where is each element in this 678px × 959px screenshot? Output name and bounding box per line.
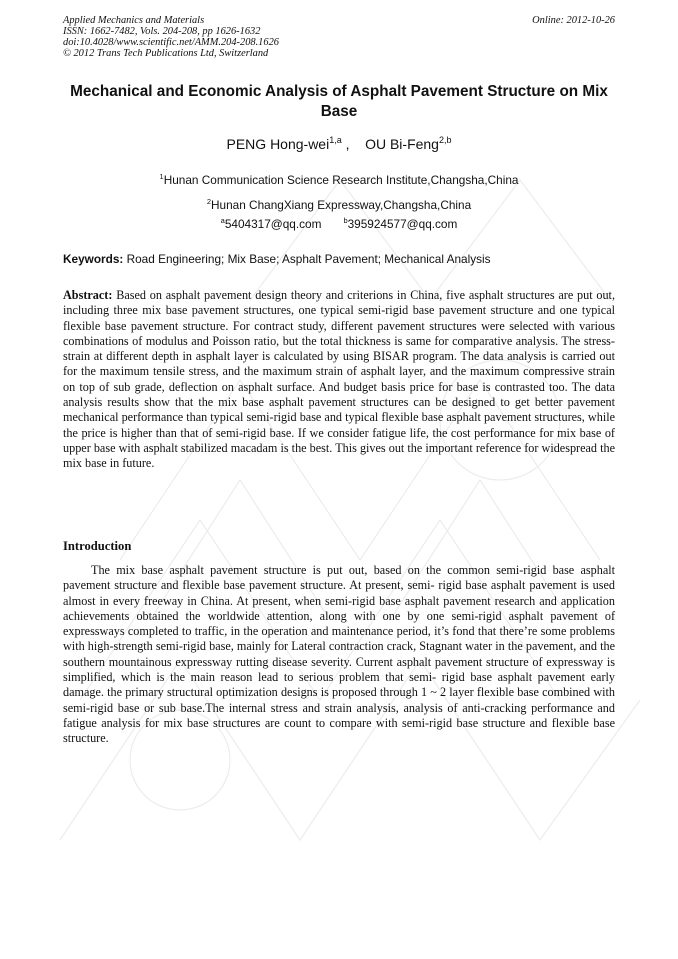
author-superscript: 1,a bbox=[329, 135, 342, 145]
abstract-text: Based on asphalt pavement design theory and criterions in China, five asphalt structures are put out, including three mix base pavement structures, one typical semi-rigid base pavement structure and one typical flexible base pavement structure. For contract study, different pavement structures were selected with various combinations of modulus and Poisson ratio, but the total thickness is same for comparative analysis. The stress-strain at different depth in asphalt layer is calculated by using BISAR program. The data analysis is carried out for the maximum tensile stress, and the maximum strain of asphalt layer, and the maximum compressive strain on top of sub grade, deflection on asphalt surface. And budget basis price for base is contrasted too. The data analysis results show that the mix base asphalt pavement structures can be designed to get better pavement mechanical performance than typical semi-rigid base and typical flexible base asphalt pavement structures, while the price is higher than that of semi-rigid base. If we consider fatigue life, the cost performance for mix base of upper base with asphalt stabilized macadam is the best. This gives out the important reference for widespread the mix base in future. bbox=[63, 288, 615, 471]
email-superscript: b bbox=[343, 216, 348, 225]
keywords-text: Road Engineering; Mix Base; Asphalt Pavement; Mechanical Analysis bbox=[123, 252, 491, 266]
affiliation-superscript: 1 bbox=[159, 172, 164, 181]
author-superscript: 2,b bbox=[438, 135, 452, 145]
copyright-line: © 2012 Trans Tech Publications Ltd, Switzerland bbox=[63, 48, 269, 59]
affiliation-text: Hunan ChangXiang Expressway,Changsha,China bbox=[211, 198, 472, 212]
section-heading: Introduction bbox=[63, 539, 132, 553]
introduction-paragraph: The mix base asphalt pavement structure is put out, based on the common semi-rigid base asphalt pavement structure and flexible base pavement structure. At present, semi- rigid base asphalt pavement is used almost in every freeway in China. At present, when semi-rigid base asphalt pavement research and application achievements obtained the worldwide attention, along with one by one semi-rigid asphalt pavement of expressways completed to traffic, in the operation and maintenance period, it’s fond that there’re some problems with high-strength semi-rigid base, mainly for Lateral contraction crack, Stagnant water in the pavement, and the southern mountainous expressway rutting disease severity. Current asphalt pavement structure of expressway is simplified, which is the main reason lead to serious problem that semi- rigid base asphalt pavement early damage. the primary structural optimization designs is proposed through 1 ~ 2 layer flexible base combined with semi-rigid base or sub base.The internal stress and strain analysis, analysis of anti-cracking performance and fatigue analysis for mix base structures are count to compare with semi-rigid base structure and flexible base structure. bbox=[63, 563, 615, 746]
affiliation-text: Hunan Communication Science Research Institute,Changsha,China bbox=[163, 173, 519, 187]
author-name: OU Bi-Feng bbox=[365, 136, 439, 152]
author-separator: , bbox=[341, 136, 350, 152]
affiliation-superscript: 2 bbox=[206, 197, 212, 206]
keywords bbox=[63, 252, 615, 266]
journal-header bbox=[63, 15, 279, 59]
email-line bbox=[63, 216, 615, 231]
email-link[interactable]: 395924577@qq.com bbox=[347, 217, 458, 231]
journal-name: Applied Mechanics and Materials bbox=[63, 15, 205, 26]
paper-title: Mechanical and Economic Analysis of Asphalt Pavement Structure on Mix Base bbox=[70, 83, 608, 120]
abstract bbox=[63, 288, 615, 472]
abstract-label: Abstract: bbox=[63, 288, 113, 302]
email-superscript: a bbox=[220, 216, 225, 225]
online-date: Online: 2012-10-26 bbox=[532, 15, 615, 26]
email-link[interactable]: 5404317@qq.com bbox=[224, 217, 322, 231]
author-name: PENG Hong-wei bbox=[226, 136, 330, 152]
author-line bbox=[63, 135, 615, 152]
doi-line[interactable]: doi:10.4028/www.scientific.net/AMM.204-208.1626 bbox=[63, 37, 279, 48]
keywords-label: Keywords: bbox=[63, 252, 124, 266]
affiliation bbox=[63, 197, 615, 212]
affiliation bbox=[63, 172, 615, 187]
issn-line: ISSN: 1662-7482, Vols. 204-208, pp 1626-1632 bbox=[63, 26, 261, 37]
